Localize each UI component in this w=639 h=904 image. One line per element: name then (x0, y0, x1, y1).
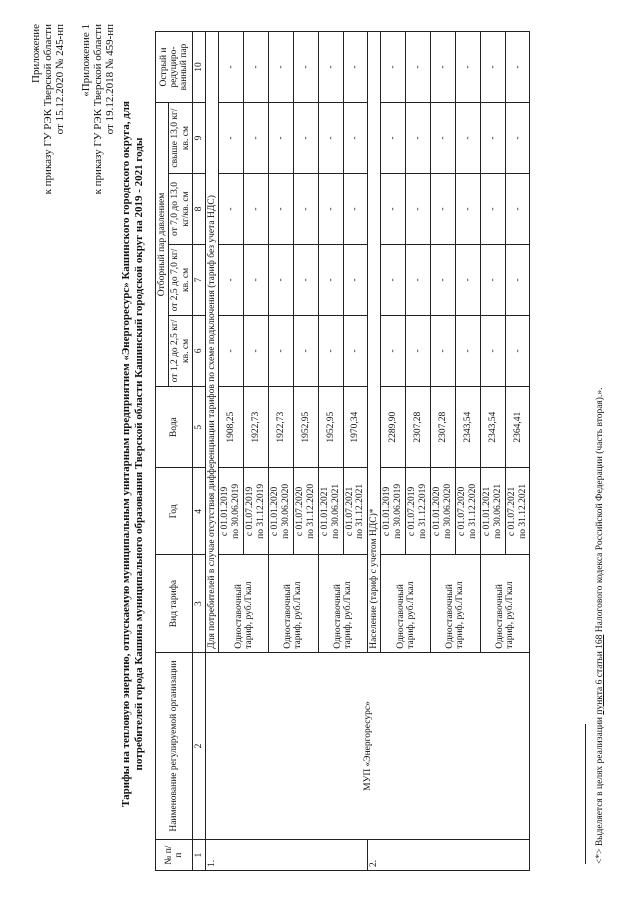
column-number: 8 (193, 174, 206, 245)
section-label: Для потребителей в случае отсутствия дифференциации тарифов по схеме подключения (тариф без учета НДС) (206, 32, 219, 653)
column-number: 6 (193, 315, 206, 386)
footnote-text: <*> Выделяется в целях реализации (595, 714, 605, 864)
table-body (206, 32, 530, 871)
steam-tariff-empty: - (343, 103, 368, 174)
steam-tariff-empty: - (431, 244, 456, 315)
water-tariff: 2343,54 (455, 386, 480, 468)
tariff-kind: Одноставочный тариф, руб./Гкал (269, 555, 319, 652)
water-tariff: 2307,28 (406, 386, 431, 468)
column-number: 10 (193, 32, 206, 103)
column-number: 1 (193, 840, 206, 871)
header-line: «Приложение 1 (80, 24, 92, 97)
header-steam-group: Отборный пар давлением (156, 103, 169, 387)
steam-tariff-empty: - (480, 174, 505, 245)
header-steam-2: от 2,5 до 7,0 кг/кв. см (169, 244, 193, 315)
steam-tariff-empty: - (318, 32, 343, 103)
title-line: потребителей города Кашина муниципального образования Тверской области Кашинский городской округ на 2019 - 2021 годы (133, 137, 146, 771)
tariff-table (155, 31, 530, 871)
steam-tariff-empty: - (455, 103, 480, 174)
steam-tariff-empty: - (269, 315, 294, 386)
tariff-kind: Одноставочный тариф, руб./Гкал (219, 555, 269, 652)
steam-tariff-empty: - (293, 174, 318, 245)
water-tariff: 1952,95 (293, 386, 318, 468)
water-tariff: 2289,90 (381, 386, 406, 468)
period-to: по 30.06.2021 (492, 483, 503, 539)
steam-tariff-empty: - (381, 315, 406, 386)
steam-tariff-empty: - (381, 32, 406, 103)
steam-tariff-empty: - (244, 103, 269, 174)
column-number: 9 (193, 103, 206, 174)
steam-tariff-empty: - (293, 244, 318, 315)
steam-tariff-empty: - (219, 244, 244, 315)
steam-tariff-empty: - (343, 32, 368, 103)
header-line: Приложение (30, 24, 42, 84)
header-kind: Вид тарифа (156, 555, 193, 652)
footnote (595, 388, 605, 864)
steam-tariff-empty: - (269, 32, 294, 103)
steam-tariff-empty: - (269, 103, 294, 174)
water-tariff: 2307,28 (431, 386, 456, 468)
period-to: по 31.12.2021 (355, 483, 366, 539)
column-number: 4 (193, 468, 206, 555)
period-from: с 01.01.2020 (270, 486, 280, 537)
steam-tariff-empty: - (406, 174, 431, 245)
tariff-kind: Одноставочный тариф, руб./Гкал (381, 555, 431, 652)
steam-tariff-empty: - (318, 244, 343, 315)
period-from: с 01.07.2019 (407, 486, 418, 537)
document-title (120, 44, 146, 864)
period-cell (343, 468, 368, 555)
header-line: от 15.12.2020 № 245-нп (54, 24, 66, 135)
steam-tariff-empty: - (343, 244, 368, 315)
footnote-law-link: пункта 6 статьи 168 (595, 634, 605, 715)
water-tariff: 2364,41 (505, 386, 530, 468)
steam-tariff-empty: - (480, 32, 505, 103)
steam-tariff-empty: - (244, 32, 269, 103)
steam-tariff-empty: - (455, 244, 480, 315)
period-from: с 01.01.2021 (319, 486, 330, 537)
steam-tariff-empty: - (480, 244, 505, 315)
section-number: 2. (368, 840, 530, 871)
steam-tariff-empty: - (505, 103, 530, 174)
steam-tariff-empty: - (455, 32, 480, 103)
steam-tariff-empty: - (431, 32, 456, 103)
organization-name: МУП «Энергоресурс» (206, 652, 530, 840)
steam-tariff-empty: - (219, 103, 244, 174)
section-label: Население (тариф с учетом НДС)* (368, 32, 381, 653)
header-line: от 19.12.2018 № 459-нп (104, 24, 116, 135)
period-to: по 30.06.2020 (442, 483, 453, 539)
header-org: Наименование регулируемой организации (156, 652, 193, 840)
footnote-text: Налогового кодекса Российской Федерации (часть вторая).». (595, 387, 605, 635)
header-year: Год (156, 468, 193, 555)
period-cell (219, 468, 244, 555)
column-number: 2 (193, 652, 206, 840)
tariff-kind: Одноставочный тариф, руб./Гкал (318, 555, 368, 652)
tariff-kind: Одноставочный тариф, руб./Гкал (480, 555, 530, 652)
appendix-header (30, 24, 116, 384)
column-number: 7 (193, 244, 206, 315)
period-to: по 31.12.2021 (517, 483, 528, 539)
period-to: по 31.12.2020 (467, 483, 478, 539)
period-to: по 30.06.2019 (231, 483, 242, 539)
steam-tariff-empty: - (406, 32, 431, 103)
period-to: по 30.06.2021 (330, 483, 341, 539)
period-from: с 01.01.2021 (481, 486, 492, 537)
period-from: с 01.07.2019 (245, 486, 256, 537)
steam-tariff-empty: - (293, 103, 318, 174)
period-cell (269, 468, 294, 555)
period-cell (480, 468, 505, 555)
column-number: 5 (193, 386, 206, 468)
footnote-divider (585, 724, 586, 864)
period-from: с 01.07.2020 (294, 486, 305, 537)
period-cell (455, 468, 480, 555)
water-tariff: 1970,34 (343, 386, 368, 468)
steam-tariff-empty: - (244, 244, 269, 315)
water-tariff: 1922,73 (244, 386, 269, 468)
header-water: Вода (156, 386, 193, 468)
steam-tariff-empty: - (293, 32, 318, 103)
steam-tariff-empty: - (269, 244, 294, 315)
steam-tariff-empty: - (381, 103, 406, 174)
steam-tariff-empty: - (505, 174, 530, 245)
period-to: по 31.12.2020 (305, 483, 316, 539)
column-number-row (193, 32, 206, 871)
steam-tariff-empty: - (343, 174, 368, 245)
period-from: с 01.01.2019 (220, 486, 231, 537)
period-to: по 30.06.2019 (393, 483, 404, 539)
steam-tariff-empty: - (505, 32, 530, 103)
steam-tariff-empty: - (455, 174, 480, 245)
header-line: к приказу ГУ РЭК Тверской области (42, 24, 54, 195)
period-to: по 31.12.2019 (418, 483, 429, 539)
period-cell (505, 468, 530, 555)
section-number: 1. (206, 840, 368, 871)
steam-tariff-empty: - (318, 103, 343, 174)
steam-tariff-empty: - (343, 315, 368, 386)
header-line: к приказу ГУ РЭК Тверской области (92, 24, 104, 195)
title-line: Тарифы на тепловую энергию, отпускаемую муниципальным унитарным предприятием «Энергоресурс» Кашинского городского округа, для (120, 101, 132, 807)
header-steam-1: от 1,2 до 2,5 кг/кв. см (169, 315, 193, 386)
steam-tariff-empty: - (318, 174, 343, 245)
period-from: с 01.07.2020 (456, 486, 467, 537)
period-from: с 01.01.2020 (432, 486, 443, 537)
steam-tariff-empty: - (219, 32, 244, 103)
steam-tariff-empty: - (505, 244, 530, 315)
header-sharp-steam: Острый и редуциро-ванный пар (156, 32, 193, 103)
water-tariff: 1908,25 (219, 386, 244, 468)
section-label-row (206, 32, 219, 871)
steam-tariff-empty: - (219, 174, 244, 245)
steam-tariff-empty: - (480, 315, 505, 386)
steam-tariff-empty: - (406, 103, 431, 174)
period-to: по 31.12.2019 (256, 483, 267, 539)
period-cell (381, 468, 406, 555)
steam-tariff-empty: - (381, 174, 406, 245)
water-tariff: 2343,54 (480, 386, 505, 468)
period-cell (406, 468, 431, 555)
steam-tariff-empty: - (244, 174, 269, 245)
steam-tariff-empty: - (406, 244, 431, 315)
water-tariff: 1952,95 (318, 386, 343, 468)
water-tariff: 1922,73 (269, 386, 294, 468)
steam-tariff-empty: - (293, 315, 318, 386)
period-cell (318, 468, 343, 555)
header-steam-4: свыше 13,0 кг/кв. см (169, 103, 193, 174)
steam-tariff-empty: - (431, 174, 456, 245)
header-steam-3: от 7,0 до 13,0 кг/кв. см (169, 174, 193, 245)
steam-tariff-empty: - (431, 103, 456, 174)
header-num: № п/п (156, 840, 193, 871)
steam-tariff-empty: - (318, 315, 343, 386)
steam-tariff-empty: - (381, 244, 406, 315)
column-number: 3 (193, 555, 206, 652)
steam-tariff-empty: - (219, 315, 244, 386)
period-cell (431, 468, 456, 555)
steam-tariff-empty: - (406, 315, 431, 386)
period-from: с 01.07.2021 (506, 486, 517, 537)
steam-tariff-empty: - (505, 315, 530, 386)
period-cell (293, 468, 318, 555)
steam-tariff-empty: - (480, 103, 505, 174)
steam-tariff-empty: - (269, 174, 294, 245)
period-cell (244, 468, 269, 555)
steam-tariff-empty: - (431, 315, 456, 386)
steam-tariff-empty: - (455, 315, 480, 386)
tariff-kind: Одноставочный тариф, руб./Гкал (431, 555, 481, 652)
period-to: по 30.06.2020 (280, 483, 291, 539)
period-from: с 01.07.2021 (344, 486, 355, 537)
period-from: с 01.01.2019 (382, 486, 393, 537)
steam-tariff-empty: - (244, 315, 269, 386)
